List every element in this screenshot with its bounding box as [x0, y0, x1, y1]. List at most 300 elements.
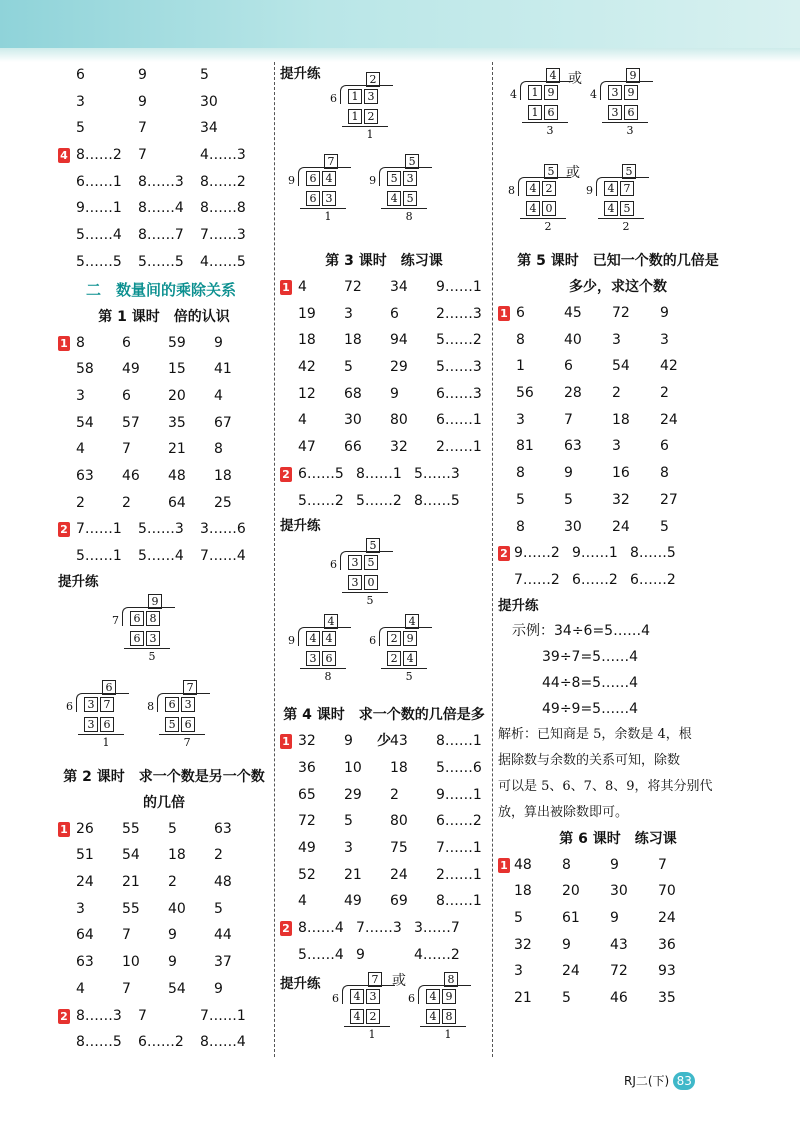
answer-row — [498, 878, 738, 905]
remainder — [442, 1028, 456, 1041]
remainder — [364, 594, 378, 607]
answer-row — [280, 782, 488, 809]
answer-cell: 2 — [390, 786, 399, 803]
answer-row — [58, 436, 270, 463]
answer-cell: 3 — [612, 331, 621, 348]
answer-row — [498, 300, 738, 327]
lesson-6-question-1 — [498, 852, 738, 1012]
or-label-3a: 或 — [568, 71, 582, 87]
answer-cell: 44 — [214, 927, 232, 944]
division-row-1 — [58, 594, 270, 668]
dividend — [348, 555, 380, 570]
answer-row — [280, 835, 488, 862]
dividend-digit: 4 — [306, 631, 320, 646]
product-digit: 6 — [181, 717, 195, 732]
answer-cell: 8……1 — [436, 893, 482, 910]
dividend-digit: 4 — [350, 989, 364, 1004]
lesson-2-title-cont: 的几倍 — [143, 794, 185, 811]
tisheng-label-1: 提升练 — [58, 573, 99, 590]
divisor: 9 — [586, 184, 593, 197]
answer-cell: 6……5 — [298, 465, 344, 482]
answer-row — [280, 862, 488, 889]
division-2b — [286, 154, 356, 224]
answer-cell: 32 — [514, 936, 532, 953]
product-digit: 0 — [542, 201, 556, 216]
product — [604, 201, 636, 216]
answer-cell: 21 — [344, 866, 362, 883]
quotient-digit: 8 — [444, 972, 458, 987]
answer-cell: 2 — [76, 494, 85, 511]
answer-cell: 63 — [564, 438, 582, 455]
answer-cell: 5……5 — [76, 253, 122, 270]
answer-cell: 30 — [564, 518, 582, 535]
answer-cell: 6……2 — [630, 571, 676, 588]
product-digit: 8 — [442, 1009, 456, 1024]
division-c — [145, 680, 215, 750]
page-number: 83 — [673, 1072, 695, 1090]
product-digit: 4 — [403, 651, 417, 666]
dividend-digit: 7 — [100, 697, 114, 712]
answer-row — [280, 274, 488, 301]
answer-cell: 5 — [344, 813, 353, 830]
answer-cell: 9 — [344, 733, 353, 750]
lesson-6-title: 第 6 课时 练习课 — [559, 830, 677, 847]
tisheng-label-2b: 提升练 — [280, 518, 321, 535]
question-number-badge: 1 — [280, 280, 292, 295]
header-band — [0, 0, 800, 48]
product-digit: 6 — [306, 191, 320, 206]
remainder-digit: 5 — [405, 670, 413, 684]
division-3c — [506, 164, 576, 234]
answer-cell: 30 — [344, 412, 362, 429]
answer-row — [58, 410, 270, 437]
divisor: 6 — [369, 634, 377, 648]
product-digit: 6 — [544, 105, 558, 120]
answer-cell: 18 — [612, 411, 630, 428]
answer-cell: 72 — [612, 305, 630, 321]
answer-cell: 75 — [390, 839, 408, 856]
answer-cell: 9……1 — [436, 786, 482, 803]
division-2e — [286, 614, 356, 684]
division-row-9 — [498, 148, 738, 248]
division-row-5 — [280, 538, 488, 608]
answer-cell: 3 — [344, 839, 353, 856]
product — [130, 631, 162, 646]
answer-cell: 26 — [76, 820, 94, 837]
quotient-digit: 7 — [368, 972, 382, 987]
dividend-digit: 7 — [620, 181, 634, 196]
answer-row — [280, 381, 488, 408]
dividend-digit: 3 — [181, 697, 195, 712]
product — [426, 1009, 458, 1024]
answer-cell: 36 — [658, 936, 676, 953]
dividend-digit: 4 — [526, 181, 540, 196]
answer-cell: 5……2 — [356, 492, 402, 509]
remainder — [146, 650, 160, 663]
question-number-badge: 1 — [280, 734, 292, 749]
dividend — [350, 989, 382, 1004]
lesson-2-question-2 — [58, 1003, 270, 1056]
answer-row — [58, 383, 270, 410]
divisor: 9 — [288, 634, 295, 648]
subtraction-line — [300, 208, 346, 209]
answer-row — [280, 915, 488, 942]
answer-cell: 24 — [390, 866, 408, 883]
division-b — [64, 680, 134, 750]
quotient-digit: 4 — [405, 614, 419, 629]
dividend-digit: 6 — [165, 697, 179, 712]
answer-cell: 20 — [168, 387, 186, 404]
answer-cell: 8 — [516, 518, 525, 535]
quotient-digit: 9 — [626, 68, 640, 83]
dividend — [130, 611, 162, 626]
answer-cell: 18 — [168, 847, 186, 864]
product — [348, 109, 380, 124]
subtraction-line — [342, 592, 388, 593]
divisor: 8 — [147, 699, 155, 713]
answer-cell: 18 — [298, 332, 316, 349]
dividend-digit: 1 — [528, 85, 542, 100]
lesson-4-question-1 — [280, 728, 488, 915]
product — [526, 201, 558, 216]
answer-cell: 49 — [298, 839, 316, 856]
answer-cell: 4 — [76, 980, 85, 997]
answer-cell: 19 — [298, 305, 316, 322]
answer-row — [58, 222, 270, 249]
remainder-digit: 8 — [405, 210, 413, 223]
answer-cell: 4 — [214, 387, 223, 404]
answer-cell: 4……2 — [414, 946, 460, 963]
answer-row — [58, 842, 270, 869]
or-label-2: 或 — [392, 973, 406, 990]
product — [387, 651, 419, 666]
answer-cell: 8……8 — [200, 200, 246, 217]
answer-cell: 37 — [214, 954, 232, 971]
answer-cell: 5……3 — [414, 465, 460, 482]
answer-cell: 67 — [214, 414, 232, 431]
answer-cell: 8……2 — [76, 147, 122, 164]
answer-cell: 55 — [122, 900, 140, 917]
remainder — [403, 670, 417, 683]
subtraction-line — [420, 1026, 466, 1027]
analysis-line-2: 据除数与余数的关系可知，除数 — [498, 752, 681, 768]
lesson-3-question-1 — [280, 274, 488, 461]
dividend — [608, 85, 640, 100]
dividend-digit: 9 — [442, 989, 456, 1004]
dividend — [526, 181, 558, 196]
subtraction-line — [381, 208, 427, 209]
answer-cell: 8 — [214, 441, 223, 458]
lesson-1-title: 第 1 课时 倍的认识 — [98, 308, 230, 325]
lesson-1-question-2 — [58, 516, 270, 569]
division-a — [110, 594, 180, 664]
answer-row — [58, 949, 270, 976]
remainder-digit: 1 — [324, 210, 332, 223]
remainder-digit: 1 — [102, 735, 110, 749]
dividend-digit: 2 — [542, 181, 556, 196]
answer-cell: 34 — [200, 120, 218, 137]
answer-cell: 10 — [122, 954, 140, 971]
answer-cell: 6……3 — [436, 385, 482, 402]
division-3b — [588, 68, 658, 138]
remainder — [624, 124, 638, 137]
answer-row — [58, 463, 270, 490]
answer-cell: 9 — [138, 67, 147, 83]
answer-row — [58, 115, 270, 142]
answer-cell: 9……1 — [76, 200, 122, 217]
answer-cell: 49 — [122, 361, 140, 378]
quotient-digit: 5 — [622, 164, 636, 179]
answer-cell: 3 — [76, 387, 85, 404]
answer-cell: 9 — [610, 856, 619, 873]
remainder — [364, 128, 378, 141]
answer-cell: 32 — [612, 491, 630, 508]
answer-cell: 6 — [516, 305, 525, 321]
answer-cell: 9……1 — [436, 279, 482, 295]
answer-cell: 18 — [390, 759, 408, 776]
answer-cell: 5……4 — [76, 227, 122, 244]
answer-cell: 6……2 — [572, 571, 618, 588]
answer-row — [58, 89, 270, 116]
answer-cell: 3 — [76, 900, 85, 917]
answer-cell: 5 — [660, 518, 669, 535]
division-3d — [584, 164, 654, 234]
answer-cell: 18 — [514, 883, 532, 900]
answer-cell: 65 — [298, 786, 316, 803]
answer-cell: 7 — [122, 980, 131, 997]
remainder — [403, 210, 417, 223]
answer-cell: 35 — [658, 990, 676, 1006]
division-row-7 — [280, 968, 488, 1056]
dividend-digit: 2 — [387, 631, 401, 646]
answer-cell: 3 — [660, 331, 669, 348]
example-1: 示例：34÷6=5……4 — [512, 622, 650, 639]
answer-cell: 42 — [660, 358, 678, 375]
divisor: 7 — [112, 613, 119, 627]
remainder-digit: 1 — [366, 128, 374, 141]
answer-cell: 9 — [610, 909, 619, 926]
dividend-digit: 6 — [306, 171, 320, 186]
answer-cell: 3……6 — [200, 521, 246, 538]
answer-cell: 54 — [168, 980, 186, 997]
answer-cell: 40 — [564, 331, 582, 348]
subtraction-line — [381, 668, 427, 669]
lesson-2-question-1 — [58, 816, 270, 1003]
division-row-3 — [280, 72, 488, 148]
subtraction-line — [522, 122, 568, 123]
answer-cell: 64 — [168, 494, 186, 511]
answer-cell: 6 — [122, 387, 131, 404]
answer-row — [498, 433, 738, 460]
answer-cell: 59 — [168, 334, 186, 351]
product-digit: 4 — [604, 201, 618, 216]
answer-cell: 48 — [168, 467, 186, 484]
division-2a — [328, 72, 398, 142]
question-number-badge: 1 — [58, 336, 70, 351]
answer-row — [280, 942, 488, 969]
answer-row — [280, 407, 488, 434]
remainder-digit: 5 — [366, 594, 374, 608]
answer-cell: 72 — [344, 279, 362, 295]
answer-row — [498, 932, 738, 959]
question-number-badge: 2 — [58, 1009, 70, 1024]
answer-cell: 8 — [516, 465, 525, 482]
answer-cell: 24 — [562, 963, 580, 980]
quotient-digit: 4 — [546, 68, 560, 83]
answer-cell: 25 — [214, 494, 232, 511]
answer-cell: 9 — [168, 954, 177, 971]
answer-cell: 8……5 — [630, 545, 676, 562]
dividend-digit: 6 — [130, 611, 144, 626]
product — [528, 105, 560, 120]
answer-cell: 5 — [562, 990, 571, 1006]
answer-cell: 9 — [390, 385, 399, 402]
product-digit: 4 — [426, 1009, 440, 1024]
lesson-4-question-2 — [280, 915, 488, 968]
column-divider-1 — [274, 62, 276, 1057]
product — [608, 105, 640, 120]
answer-cell: 8……7 — [138, 227, 184, 244]
answer-cell: 51 — [76, 847, 94, 864]
answer-row — [498, 327, 738, 354]
remainder — [181, 736, 195, 749]
dividend-digit: 5 — [387, 171, 401, 186]
dividend — [84, 697, 116, 712]
answer-cell: 8 — [516, 331, 525, 348]
divisor: 6 — [332, 992, 339, 1006]
quotient-digit: 6 — [102, 680, 116, 695]
tisheng-label-2a: 提升练 — [280, 66, 321, 82]
answer-cell: 61 — [562, 909, 580, 926]
answer-row — [58, 869, 270, 896]
quotient-digit: 5 — [405, 154, 419, 169]
subtraction-line — [124, 648, 170, 649]
answer-cell: 58 — [76, 361, 94, 378]
answer-row — [280, 354, 488, 381]
answer-cell: 8……3 — [138, 173, 184, 190]
division-2g — [330, 972, 400, 1042]
answer-cell: 46 — [122, 467, 140, 484]
remainder — [100, 736, 114, 749]
question-number-badge: 1 — [498, 858, 510, 873]
answer-row — [280, 327, 488, 354]
product-digit: 6 — [130, 631, 144, 646]
product-digit: 4 — [526, 201, 540, 216]
subtraction-line — [602, 122, 648, 123]
lesson-5-title: 第 5 课时 已知一个数的几倍是 — [517, 253, 719, 269]
answer-row — [498, 380, 738, 407]
dividend-digit: 9 — [403, 631, 417, 646]
divisor: 4 — [510, 88, 517, 101]
example-2: 39÷7=5……4 — [542, 648, 638, 665]
answer-cell: 56 — [516, 385, 534, 402]
answer-cell: 2……3 — [436, 305, 482, 322]
product-digit: 3 — [306, 651, 320, 666]
or-label-3b: 或 — [566, 165, 580, 181]
answer-cell: 7 — [658, 856, 667, 873]
dividend-digit: 4 — [426, 989, 440, 1004]
answer-row — [498, 487, 738, 514]
product-digit: 1 — [528, 105, 542, 120]
answer-cell: 6……2 — [436, 813, 482, 830]
dividend — [604, 181, 636, 196]
answer-row — [498, 460, 738, 487]
division-3a — [508, 68, 578, 138]
product-digit: 3 — [146, 631, 160, 646]
dividend-digit: 9 — [624, 85, 638, 100]
answer-cell: 52 — [298, 866, 316, 883]
remainder-digit: 1 — [444, 1028, 452, 1042]
answer-cell: 6 — [660, 438, 669, 455]
quotient-digit: 7 — [324, 154, 338, 169]
answer-cell: 4 — [298, 893, 307, 910]
answer-row — [58, 142, 270, 169]
answer-cell: 6……1 — [76, 173, 122, 190]
answer-cell: 63 — [76, 467, 94, 484]
divisor: 6 — [408, 992, 415, 1006]
answer-cell: 5……1 — [76, 548, 122, 564]
dividend — [306, 631, 338, 646]
answer-cell: 8……4 — [138, 200, 184, 217]
answer-cell: 32 — [390, 439, 408, 456]
lesson-1-question-1 — [58, 330, 270, 517]
remainder-digit: 2 — [622, 220, 630, 233]
column-divider-2 — [492, 62, 494, 1057]
remainder-digit: 2 — [544, 220, 552, 233]
dividend-digit: 3 — [84, 697, 98, 712]
product-digit: 3 — [348, 575, 362, 590]
answer-row — [498, 514, 738, 541]
quotient-digit: 5 — [544, 164, 558, 179]
answer-cell: 4 — [298, 279, 307, 295]
answer-cell: 9……2 — [514, 545, 560, 562]
answer-cell: 5 — [214, 900, 223, 917]
lesson-2-title: 第 2 课时 求一个数是另一个数 — [63, 768, 265, 785]
answer-cell: 7……2 — [514, 571, 560, 588]
subtraction-line — [344, 1026, 390, 1027]
product — [306, 651, 338, 666]
answer-cell: 9……1 — [572, 545, 618, 562]
answer-cell: 5 — [516, 491, 525, 508]
product-digit: 2 — [387, 651, 401, 666]
answer-cell: 7 — [138, 120, 147, 137]
division-2c — [367, 154, 437, 224]
answer-cell: 47 — [298, 439, 316, 456]
answer-row — [280, 888, 488, 915]
unit-title: 二 数量间的乘除关系 — [86, 280, 237, 299]
answer-cell: 35 — [168, 414, 186, 431]
answer-cell: 64 — [76, 927, 94, 944]
dividend — [387, 631, 419, 646]
answer-cell: 9 — [660, 305, 669, 321]
answer-row — [58, 62, 270, 89]
answer-cell: 54 — [122, 847, 140, 864]
answer-cell: 41 — [214, 361, 232, 378]
product-digit: 3 — [84, 717, 98, 732]
question-number-badge: 4 — [58, 148, 70, 163]
answer-cell: 29 — [344, 786, 362, 803]
remainder-digit: 1 — [368, 1028, 376, 1042]
question-number-badge: 2 — [280, 467, 292, 482]
divisor: 6 — [66, 699, 73, 713]
example-4: 49÷9=5……4 — [542, 700, 638, 717]
answer-cell: 55 — [122, 820, 140, 837]
answer-cell: 94 — [390, 332, 408, 349]
dividend — [306, 171, 338, 186]
remainder — [542, 220, 556, 233]
division-2d — [328, 538, 398, 608]
answer-column-2 — [280, 62, 488, 1056]
